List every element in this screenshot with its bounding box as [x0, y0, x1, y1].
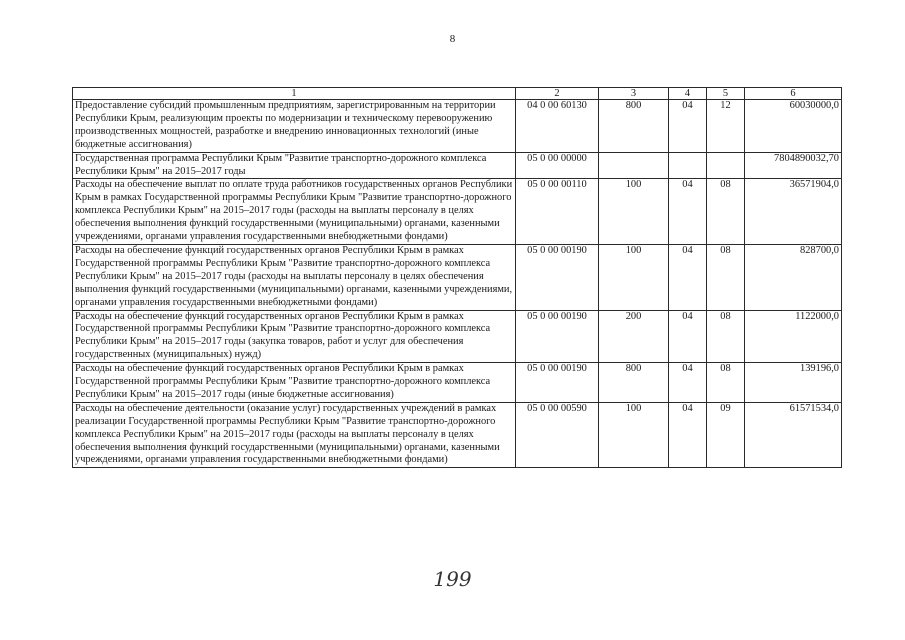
subsection-code: 08 [707, 179, 745, 245]
subsection-code: 09 [707, 402, 745, 468]
table-row [73, 363, 842, 403]
column-header-1: 1 [73, 88, 516, 100]
column-header-6: 6 [745, 88, 842, 100]
expense-type: 100 [599, 179, 669, 245]
row-description: Расходы на обеспечение функций государственных органов Республики Крым в рамках Государственной программы Республики Крым "Развитие транспортно-дорожного комплекса Республики Крым" на 2015–2017 годы (закупка товаров, работ и услуг для обеспечения государственных (муниципальных) нужд) [73, 310, 516, 363]
target-code: 04 0 00 60130 [516, 100, 599, 153]
header-row [73, 88, 842, 100]
section-code: 04 [669, 244, 707, 310]
row-description: Расходы на обеспечение функций государственных органов Республики Крым в рамках Государственной программы Республики Крым "Развитие транспортно-дорожного комплекса Республики Крым" на 2015–2017 годы (расходы на выплаты персоналу в целях обеспечения выполнения функций государственными (муниципальными) органами, казенными учреждениями, органами управления государственными внебюджетными фондами) [73, 244, 516, 310]
amount: 7804890032,70 [745, 152, 842, 179]
amount: 60030000,0 [745, 100, 842, 153]
section-code: 04 [669, 310, 707, 363]
table-row [73, 310, 842, 363]
expense-type: 100 [599, 244, 669, 310]
row-description: Расходы на обеспечение выплат по оплате труда работников государственных органов Республики Крым в рамках Государственной программы Республики Крым "Развитие транспортно-дорожного комплекса Республики Крым" на 2015–2017 годы (расходы на выплаты персоналу в целях обеспечения выполнения функций государственными (муниципальными) органами, казенными учреждениями, органами управления государственными внебюджетными фондами) [73, 179, 516, 245]
target-code: 05 0 00 00190 [516, 310, 599, 363]
column-header-5: 5 [707, 88, 745, 100]
amount: 828700,0 [745, 244, 842, 310]
subsection-code: 08 [707, 310, 745, 363]
handwritten-page-mark: 199 [433, 567, 472, 591]
amount: 36571904,0 [745, 179, 842, 245]
row-description: Предоставление субсидий промышленным предприятиям, зарегистрированным на территории Республики Крым, реализующим проекты по модернизации и техническому перевооружению производственных мощностей, разработке и внедрению инновационных технологий (иные бюджетные ассигнования) [73, 100, 516, 153]
table-row [73, 100, 842, 153]
subsection-code: 12 [707, 100, 745, 153]
row-description: Расходы на обеспечение функций государственных органов Республики Крым в рамках Государственной программы Республики Крым "Развитие транспортно-дорожного комплекса Республики Крым" на 2015–2017 годы (иные бюджетные ассигнования) [73, 363, 516, 403]
target-code: 05 0 00 00190 [516, 244, 599, 310]
subsection-code: 08 [707, 363, 745, 403]
expense-type: 200 [599, 310, 669, 363]
column-header-4: 4 [669, 88, 707, 100]
expense-type: 100 [599, 402, 669, 468]
column-header-2: 2 [516, 88, 599, 100]
target-code: 05 0 00 00110 [516, 179, 599, 245]
expense-type: 800 [599, 363, 669, 403]
row-description: Государственная программа Республики Крым "Развитие транспортно-дорожного комплекса Республики Крым" на 2015–2017 годы [73, 152, 516, 179]
target-code: 05 0 00 00000 [516, 152, 599, 179]
subsection-code: 08 [707, 244, 745, 310]
subsection-code [707, 152, 745, 179]
section-code: 04 [669, 363, 707, 403]
section-code: 04 [669, 100, 707, 153]
table-row [73, 152, 842, 179]
section-code [669, 152, 707, 179]
target-code: 05 0 00 00190 [516, 363, 599, 403]
section-code: 04 [669, 179, 707, 245]
expense-type: 800 [599, 100, 669, 153]
budget-table [72, 87, 842, 468]
row-description: Расходы на обеспечение деятельности (оказание услуг) государственных учреждений в рамках реализации Государственной программы Республики Крым "Развитие транспортно-дорожного комплекса Республики Крым" на 2015–2017 годы (расходы на выплаты персоналу в целях обеспечения выполнения функций государственными (муниципальными) органами, казенными учреждениями, органами управления государственными внебюджетными фондами) [73, 402, 516, 468]
section-code: 04 [669, 402, 707, 468]
table-row [73, 244, 842, 310]
amount: 139196,0 [745, 363, 842, 403]
column-header-3: 3 [599, 88, 669, 100]
table-row [73, 179, 842, 245]
target-code: 05 0 00 00590 [516, 402, 599, 468]
page-number: 8 [449, 33, 456, 45]
amount: 61571534,0 [745, 402, 842, 468]
amount: 1122000,0 [745, 310, 842, 363]
expense-type [599, 152, 669, 179]
table-row [73, 402, 842, 468]
